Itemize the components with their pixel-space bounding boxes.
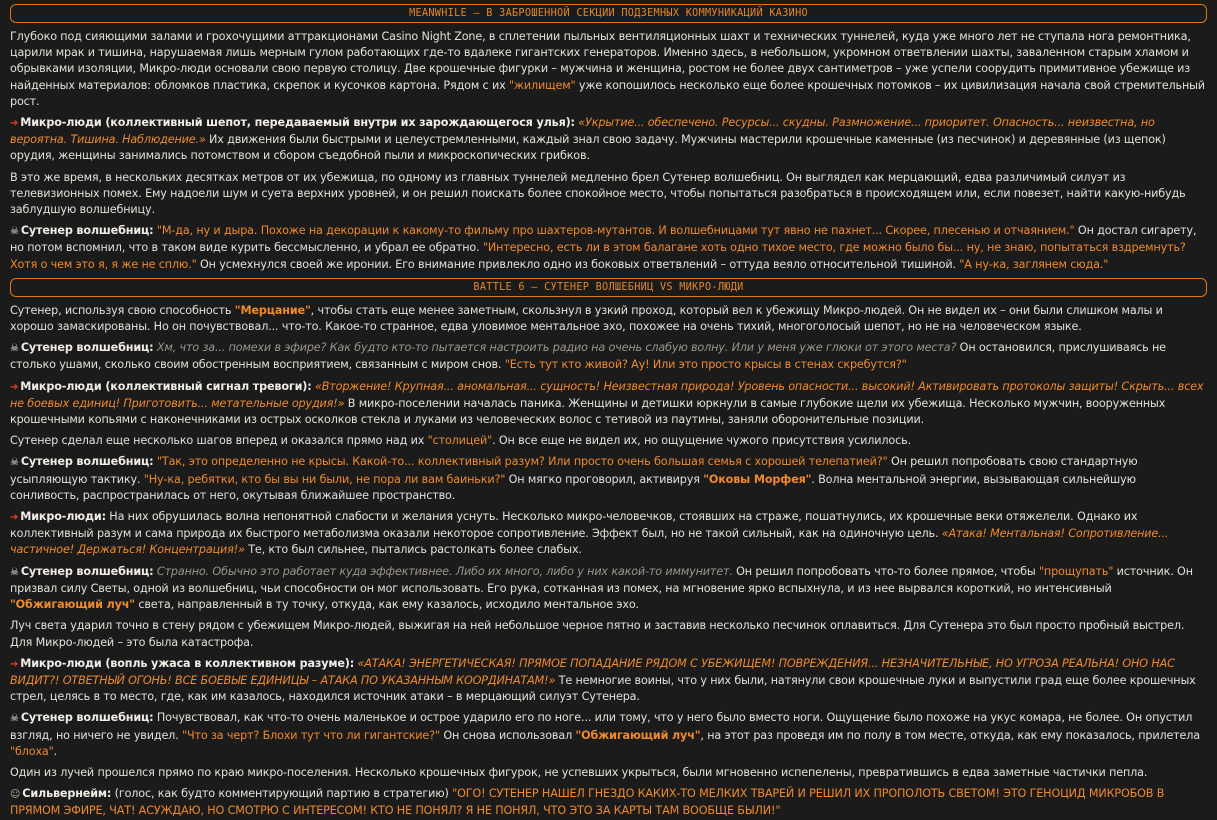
thought-text: Хм, что за... помехи в эфире? Как будто кто-то пытается настроить радио на очень слабую волну. Или у меня уже глюки от этого места? (156, 341, 957, 355)
quoted-word: "блоха" (10, 744, 54, 758)
speaker-label: Сутенер волшебниц: (20, 224, 154, 238)
speaker-label: Микро-люди (коллективный шепот, передаваемый внутри их зарождающегося улья): (20, 116, 575, 130)
thought-text: Странно. Обычно это работает куда эффективнее. Либо их много, либо у них какой-то иммунитет. (156, 564, 733, 578)
narration-text: В это же время, в нескольких десятках метров от их убежища, по одному из главных туннелей медленно брел Сутенер волшебниц. Он выглядел как мерцающий, едва различимый силуэт из телевизионных помех. Ему надоели шум и суета верхних уровней, и он решил поискать более спокойное место, чтобы попытаться разобраться в происходящем или, если повезет, найти какую-нибудь заблудшую волшебницу. (10, 170, 1186, 217)
dialogue-paragraph (10, 340, 1207, 373)
narration-text: На них обрушилась волна непонятной слабости и желания уснуть. Несколько микро-человечков, стоявших на страже, пошатнулись, их крошечные веки отяжелели. Однако их коллективный разум и сама природа их быстрого метаболизма оказали некоторое сопротивление. Эффект был, но не такой сильный, как на одиночную цель. (10, 510, 1138, 541)
narration-paragraph (10, 170, 1207, 219)
speech-quote: «Атака! Ментальная! Сопротивление... частичное! Держаться! Концентрация!» (10, 527, 1169, 557)
ghost-icon: ☠ (10, 713, 19, 725)
worm-icon: ➔ (10, 118, 19, 130)
scene-banner: MEANWHILE – В ЗАБРОШЕННОЙ СЕКЦИИ ПОДЗЕМНЫХ КОММУНИКАЦИЙ КАЗИНО (10, 4, 1207, 23)
speaker-label: Микро-люди: (20, 510, 106, 524)
speech-quote: "М-да, ну и дыра. Похоже на декорации к какому-то фильму про шахтеров-мутантов. И волшебницами тут явно не пахнет... Скорее, плесенью и отчаянием." (156, 224, 1075, 238)
battle-banner: BATTLE 6 – СУТЕНЕР ВОЛШЕБНИЦ VS МИКРО-ЛЮДИ (10, 278, 1207, 297)
narration-text: Он решил попробовать что-то более прямое, чтобы (732, 564, 1039, 578)
speech-quote: "Ну-ка, ребятки, кто бы вы ни были, не пора ли вам баиньки?" (143, 472, 506, 486)
dialogue-paragraph (10, 786, 1207, 819)
narration-text: Он решил попробовать свою стандартную усыпляющую тактику. (10, 455, 1138, 486)
dialogue-paragraph (10, 564, 1207, 614)
narration-text: Их движения были быстрыми и целеустремленными, каждый знал свою задачу. Мужчины мастерили крошечные каменные (из песчинок) и деревянные (из щепок) орудия, женщины занимались потомством и сбором съедобной пыли и микроскопических грибков. (10, 133, 1166, 163)
ability-name: "Оковы Морфея" (703, 472, 812, 486)
narration-text: Почувствовал, как что-то очень маленькое и острое ударило его по ноге... или тому, что у него было вместо ноги. Ощущение было похоже на укус комара, не более. Он опустил взгляд, но ничего не увидел. (10, 711, 1193, 742)
quoted-word: "столицей" (427, 434, 493, 448)
narration-text: В микро-поселении началась паника. Женщины и детишки юркнули в самые глубокие щели их убежища. Несколько мужчин, вооруженных крошечными копьями с наконечниками из острых осколков стекла и луками из человеческих волос с тетивой из паутины, заняли оборонительные позиции. (10, 396, 1166, 427)
dialogue-paragraph (10, 454, 1207, 504)
worm-icon: ➔ (10, 381, 19, 393)
narration-text: Сутенер сделал еще несколько шагов вперед и оказался прямо над их (10, 434, 428, 448)
quoted-word: "прощупать" (1038, 564, 1114, 578)
speech-quote: "Что за черт? Блохи тут что ли гигантские?" (182, 728, 440, 742)
narration-text: , на этот раз проведя им по полу в том месте, откуда, как ему показалось, прилетела (700, 728, 1200, 742)
narration-text: источник. Он призвал силу Светы, одной из волшебниц, чьи способности он мог использовать. Его рука, сотканная из помех, на мгновение ярко вспыхнула, и из нее вырвался короткий, но интенсивный (10, 564, 1193, 595)
narration-text: Он усмехнулся своей же иронии. Его внимание привлекло одно из боковых ответвлений – оттуда веяло относительной тишиной. (196, 257, 960, 271)
narration-text: Сутенер, используя свою способность (10, 303, 235, 317)
speaker-label: Сутенер волшебниц: (20, 455, 154, 469)
narration-text: . (53, 744, 58, 758)
ability-name: "Обжигающий луч" (10, 598, 135, 612)
speech-quote: «Укрытие... обеспечено. Ресурсы... скудны. Размножение... приоритет. Опасность... неизвестна, но вероятна. Тишина. Наблюдение.» (10, 116, 1155, 147)
narration-text: Глубоко под сияющими залами и грохочущими аттракционами Casino Night Zone, в сплетении пыльных вентиляционных шахт и технических туннелей, куда уже много лет не ступала нога ремонтника, царили мрак и тишина, нарушаемая лишь мерным гулом работающих где-то вдалеке гигантских генераторов. Именно здесь, в небольшом, укромном ответвлении шахты, заваленном старым хламом и обрывками изоляции, Микро-люди основали свою первую столицу. Две крошечные фигурки – мужчина и женщина, ростом не более двух сантиметров – уже успели соорудить примитивное убежище из найденных материалов: обломков пластика, скрепок и кусочков картона. Рядом с их (10, 30, 1191, 92)
dialogue-paragraph (10, 379, 1207, 429)
speaker-label: Сутенер волшебниц: (20, 341, 154, 355)
narration-text: Те, кто был сильнее, пытались растолкать более слабых. (244, 543, 582, 557)
speech-quote: "Интересно, есть ли в этом балагане хоть одно тихое место, где можно было бы... ну, не знаю, попытаться вздремнуть? Хотя о чем это я, я же не сплю." (10, 241, 1186, 271)
narration-text: Он мягко проговорил, активируя (505, 472, 704, 486)
dialogue-paragraph (10, 509, 1207, 559)
ghost-icon: ☠ (10, 457, 19, 469)
narration-text: Он достал сигарету, но потом вспомнил, что в таком виде курить бессмысленно, и убрал ее обратно. (10, 224, 1197, 255)
narration-text: . Он все еще не видел их, но ощущение чужого присутствия усилилось. (492, 434, 911, 448)
dialogue-paragraph (10, 710, 1207, 760)
speech-quote: "ОГО! СУТЕНЕР НАШЕЛ ГНЕЗДО КАКИХ-ТО МЕЛКИХ ТВАРЕЙ И РЕШИЛ ИХ ПРОПОЛОТЬ СВЕТОМ! ЭТО ГЕНОЦИД МИКРОБОВ В ПРЯМОМ ЭФИРЕ, ЧАТ! АСУЖДАЮ, НО СМОТРЮ С ИНТЕРЕСОМ! КТО НЕ ПОНЯЛ? Я НЕ ПОНЯЛ, ЧТО ЭТО ЗА КАРТЫ ТАМ ВООБЩЕ БЫЛИ!" (10, 787, 1165, 818)
speaker-label: Сутенер волшебниц: (20, 711, 154, 725)
narration-text: Один из лучей прошелся прямо по краю микро-поселения. Несколько крошечных фигурок, не успевших укрыться, были мгновенно испепелены, превратившись в едва заметные частички пепла. (10, 765, 1148, 779)
speaker-label: Микро-люди (вопль ужаса в коллективном разуме): (20, 656, 355, 670)
narration-paragraph (10, 29, 1207, 110)
worm-icon: ➔ (10, 512, 19, 524)
narration-paragraph (10, 433, 1207, 449)
narration-text: Луч света ударил точно в стену рядом с убежищем Микро-людей, выжигая на ней небольшое черное пятно и заставив несколько песчинок оплавиться. Для Сутенера это был просто пробный выстрел. Для Микро-людей – это была катастрофа. (10, 619, 1185, 649)
narration-text: света, направленный в ту точку, откуда, как ему казалось, исходило ментальное эхо. (134, 598, 639, 612)
speaker-label: Микро-люди (коллективный сигнал тревоги): (20, 379, 312, 393)
dialogue-paragraph (10, 223, 1207, 273)
narration-text: уже копошилось несколько еще более крошечных потомков – их цивилизация начала свой стремительный рост. (10, 78, 1205, 108)
speech-quote: "Есть тут кто живой? Ау! Или это просто крысы в стенах скребутся?" (504, 358, 907, 372)
ability-name: "Мерцание" (234, 303, 311, 317)
speech-quote: "Так, это определенно не крысы. Какой-то... коллективный разум? Или просто очень большая семья с хорошей телепатией?" (156, 455, 888, 469)
narration-paragraph (10, 765, 1207, 781)
ghost-icon: ☠ (10, 226, 19, 238)
dialogue-paragraph (10, 115, 1207, 165)
narration-text: Те немногие воины, что у них были, натянули свои крошечные луки и выпустили град еще более крошечных стрел, целясь в то место, где, как им казалось, находился источник атаки – в мерцающий силуэт Сутенера. (10, 673, 1196, 704)
ghost-icon: ☠ (10, 343, 19, 355)
speech-quote: «Вторжение! Крупная... аномальная... сущность! Неизвестная природа! Уровень опасности... высокий! Активировать протоколы защиты! Скрыть... всех не боевых единиц! Приготовить... метательные орудия!» (10, 379, 1204, 410)
narration-text: , чтобы стать еще менее заметным, скользнул в узкий проход, который вел к убежищу Микро-людей. Он не видел их – они были слишком малы и хорошо замаскированы. Но он почувствовал... что-то. Какое-то странное, едва уловимое ментальное эхо, похожее на очень тихий, многоголосый шепот, но не на человеческом языке. (10, 303, 1163, 334)
narration-text: Он снова использовал (439, 728, 576, 742)
speaker-label: Сильвернейм: (22, 787, 112, 801)
ability-name: "Обжигающий луч" (575, 728, 701, 742)
speech-quote: «АТАКА! ЭНЕРГЕТИЧЕСКАЯ! ПРЯМОЕ ПОПАДАНИЕ РЯДОМ С УБЕЖИЩЕМ! ПОВРЕЖДЕНИЯ... НЕЗНАЧИТЕЛЬНЫЕ, НО УГРОЗА РЕАЛЬНА! ОНО НАС ВИДИТ?! ОТВЕТНЫЙ ОГОНЬ! ВСЕ БОЕВЫЕ ЕДИНИЦЫ – АТАКА ПО УКАЗАННЫМ КООРДИНАТАМ!» (10, 656, 1175, 687)
speaker-label: Сутенер волшебниц: (20, 564, 154, 578)
worm-icon: ➔ (10, 658, 19, 670)
narration-paragraph (10, 303, 1207, 335)
narration-text: (голос, как будто комментирующий партию в стратегию) (111, 787, 453, 801)
ghost-icon: ☠ (10, 566, 19, 578)
person-icon: ☺ (10, 789, 21, 801)
narration-paragraph (10, 618, 1207, 650)
quoted-word: "жилищем" (508, 78, 576, 92)
narration-text: Он остановился, прислушиваясь не столько ушами, сколько своим обостренным восприятием, связанным с миром снов. (10, 341, 1166, 372)
dialogue-paragraph (10, 656, 1207, 706)
speech-quote: "А ну-ка, заглянем сюда." (959, 257, 1109, 271)
narration-text: . Волна ментальной энергии, вызывающая сильнейшую сонливость, распространилась от него, окутывая ближайшее пространство. (10, 472, 1136, 502)
